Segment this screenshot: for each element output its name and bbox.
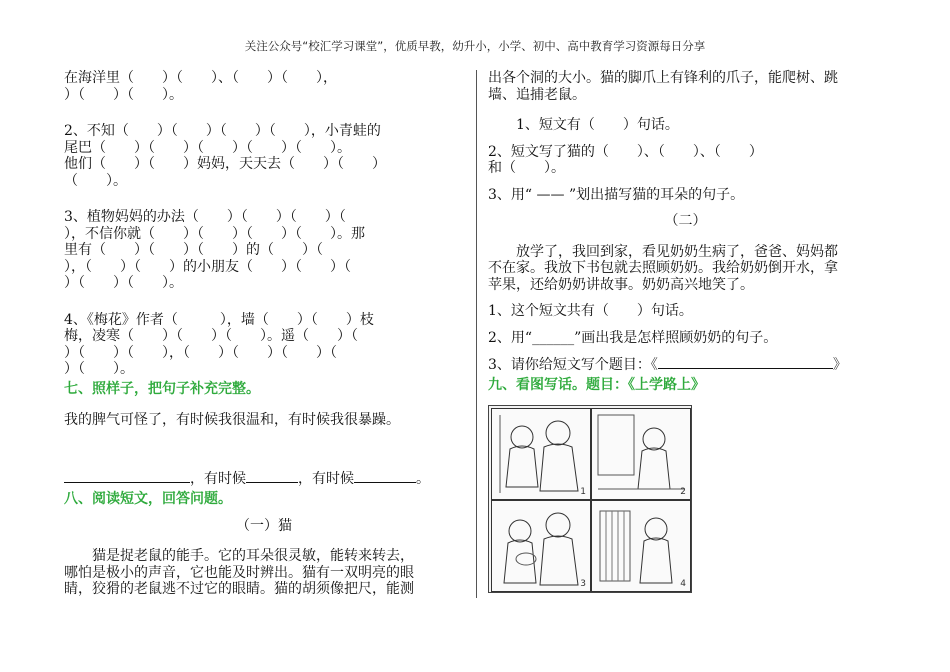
- passage1-line3: 睛，狡猾的老鼠逃不过它的眼睛。猫的胡须像把尺，能测: [64, 581, 414, 597]
- fill-q4-line3: ）（ ）（ ），（ ）（ ）（ ）（: [64, 344, 337, 361]
- fill-q4-line1: 4、《梅花》作者（ ），墙（ ）（ ）枝: [64, 311, 374, 328]
- panel-number-3: 3: [580, 579, 586, 589]
- picture-panel-2: [591, 408, 691, 500]
- section9-heading: 九、看图写话。题目：《上学路上》: [488, 376, 705, 393]
- passage2-line1: 放学了，我回到家，看见奶奶生病了，爸爸、妈妈都: [516, 243, 838, 260]
- answer-blank-2[interactable]: [246, 470, 298, 483]
- fill-q2-line4: （ ）。: [64, 172, 127, 189]
- column-divider: [476, 70, 477, 598]
- p2-question-1: 1、这个短文共有（ ）句话。: [488, 303, 693, 319]
- fill-q2-line2: 尾巴（ ）（ ）（ ）（ ）（ ）。: [64, 139, 351, 156]
- fill-q1-line1: 在海洋里（ ）（ ）、（ ）（ ），: [64, 70, 337, 86]
- passage2-line2: 不在家。我放下书包就去照顾奶奶。我给奶奶倒开水，拿: [488, 260, 838, 276]
- fill-q3-line5: ）（ ）（ ）。: [64, 275, 183, 291]
- panel-number-4: 4: [680, 579, 686, 589]
- passage1-line2: 哪怕是极小的声音，它也能及时辨出。猫有一双明亮的眼: [64, 564, 414, 581]
- passage2-title: （二）: [664, 213, 707, 229]
- answer-end: 。: [416, 471, 430, 487]
- p1-question-1: 1、短文有（ ）句话。: [516, 117, 679, 133]
- fill-q4-line4: ）（ ）。: [64, 361, 134, 377]
- story-picture-grid: [488, 405, 692, 593]
- panel-2-illustration: [592, 409, 690, 499]
- p2-question-3-close: 》: [832, 357, 847, 373]
- answer-mid-1: ，有时候: [190, 471, 246, 487]
- fill-q4-line2: 梅，凌寒（ ）（ ）（ ）。遥（ ）（: [64, 328, 358, 344]
- panel-number-1: 1: [580, 487, 586, 497]
- passage1-line1: 猫是捉老鼠的能手。它的耳朵很灵敏，能转来转去，: [92, 548, 414, 564]
- p1-question-2-line2: 和（ ）。: [488, 160, 565, 176]
- fill-q3-line1: 3、植物妈妈的办法（ ）（ ）（ ）（: [64, 209, 346, 225]
- panel-number-2: 2: [680, 487, 686, 497]
- fill-q2-line1: 2、不知（ ）（ ）（ ）（ ），小青蛙的: [64, 123, 381, 139]
- fill-q3-line4: ），（ ）（ ）的小朋友（ ）（ ）（: [64, 258, 351, 275]
- picture-panel-3: [491, 500, 591, 592]
- section8-heading: 八、阅读短文，回答问题。: [64, 490, 232, 507]
- answer-blank-1[interactable]: [64, 470, 190, 483]
- passage1-cont-line2: 墙、追捕老鼠。: [488, 86, 586, 103]
- section7-answer-line: [64, 470, 464, 488]
- passage1-cont-line1: 出各个洞的大小。猫的脚爪上有锋利的爪子，能爬树、跳: [488, 70, 838, 86]
- section7-heading: 七、照样子，把句子补充完整。: [64, 380, 260, 397]
- p2-question-3: [488, 356, 883, 374]
- right-column: [488, 70, 883, 394]
- p2-question-2: 2、用“______”画出我是怎样照顾奶奶的句子。: [488, 329, 778, 346]
- answer-blank-3[interactable]: [354, 470, 416, 483]
- panel-1-illustration: [492, 409, 590, 499]
- panel-4-illustration: [592, 501, 690, 591]
- answer-mid-2: ，有时候: [298, 471, 354, 487]
- title-blank[interactable]: [658, 356, 833, 369]
- section7-example: 我的脾气可怪了，有时候我很温和，有时候我很暴躁。: [64, 411, 400, 428]
- fill-q2-line3: 他们（ ）（ ）妈妈，天天去（ ）（ ）: [64, 156, 386, 172]
- panel-3-illustration: [492, 501, 590, 591]
- fill-q1-line2: ）（ ）（ ）。: [64, 86, 183, 103]
- p1-question-2-line1: 2、短文写了猫的（ ）、（ ）、（ ）: [488, 143, 763, 160]
- p1-question-3: 3、用“ —— ”划出描写猫的耳朵的句子。: [488, 186, 745, 203]
- page-header: 关注公众号“校汇学习课堂”，优质早教，幼升小，小学、初中、高中教育学习资源每日分享: [244, 39, 706, 53]
- picture-panel-4: [591, 500, 691, 592]
- picture-panel-1: [491, 408, 591, 500]
- passage2-line3: 苹果，还给奶奶讲故事。奶奶高兴地笑了。: [488, 276, 754, 293]
- fill-q3-line3: 里有（ ）（ ）（ ）的（ ）（: [64, 242, 323, 258]
- passage1-title: （一）猫: [236, 517, 292, 534]
- left-column: [64, 70, 464, 598]
- fill-q3-line2: ），不信你就（ ）（ ）（ ）（ ）。那: [64, 225, 365, 242]
- p2-question-3-text: 3、请你给短文写个题目：《: [488, 357, 658, 373]
